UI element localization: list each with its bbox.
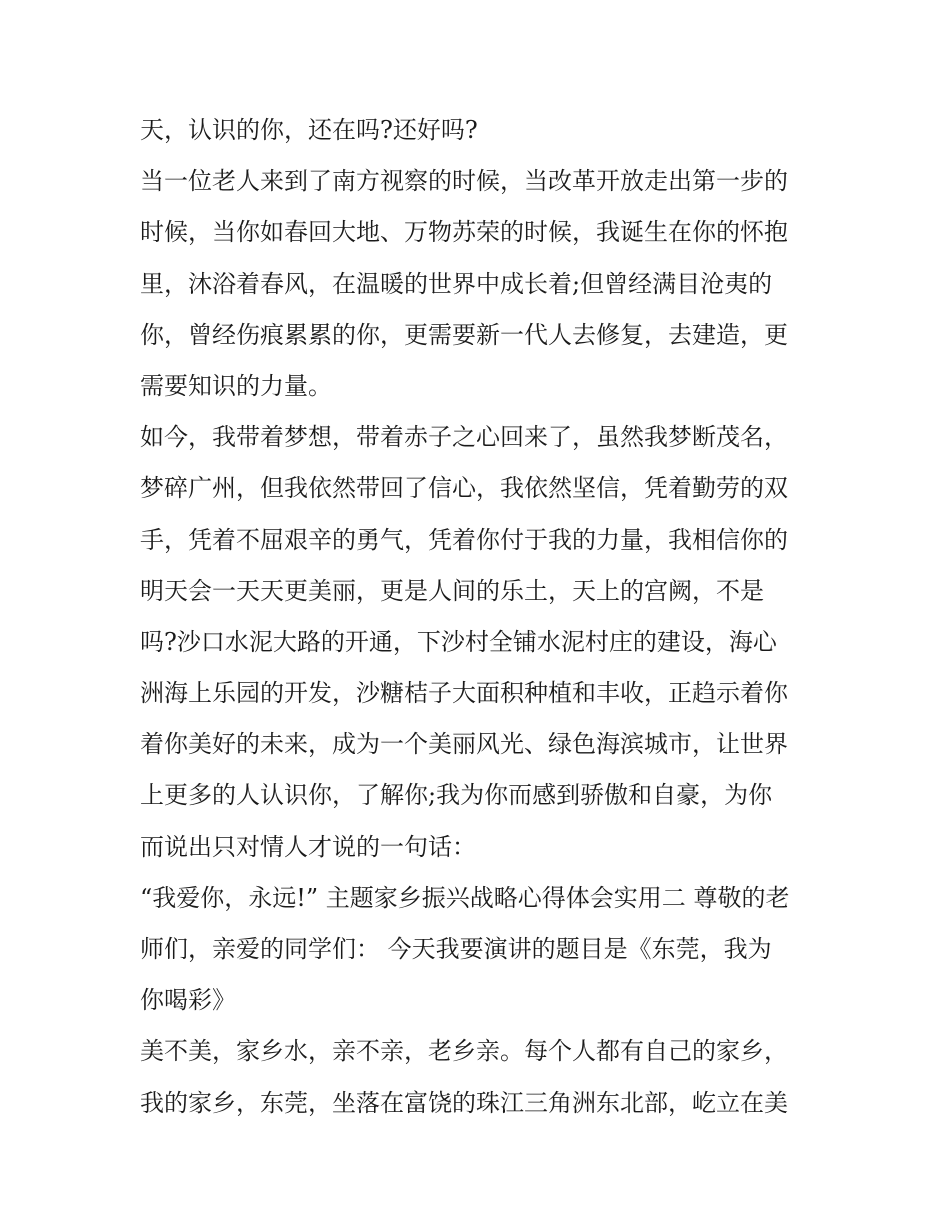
text-line: 而说出只对情人才说的一句话： — [140, 832, 476, 861]
text-line: 当一位老人来到了南方视察的时候，当改革开放走出第一步的 — [140, 167, 788, 196]
text-line: 你，曾经伤痕累累的你，更需要新一代人去修复，去建造，更 — [140, 320, 788, 349]
text-line: 天，认识的你，还在吗?还好吗? — [140, 116, 478, 144]
text-line: 明天会一天天更美丽，更是人间的乐土，天上的宫阙，不是 — [140, 576, 764, 605]
text-line: 吗?沙口水泥大路的开通，下沙村全铺水泥村庄的建设，海心 — [140, 627, 777, 656]
text-line: 上更多的人认识你，了解你;我为你而感到骄傲和自豪，为你 — [140, 781, 773, 810]
text-line: 梦碎广州，但我依然带回了信心，我依然坚信，凭着勤劳的双 — [140, 474, 788, 503]
text-line: 手，凭着不屈艰辛的勇气，凭着你付于我的力量，我相信你的 — [140, 525, 788, 554]
text-line: 美不美，家乡水，亲不亲，老乡亲。每个人都有自己的家乡， — [140, 1037, 788, 1066]
text-line: “我爱你，永远!” 主题家乡振兴战略心得体会实用二 尊敬的老 — [140, 883, 790, 912]
text-line: 如今，我带着梦想，带着赤子之心回来了，虽然我梦断茂名， — [140, 423, 788, 452]
text-line: 我的家乡，东莞，坐落在富饶的珠江三角洲东北部，屹立在美 — [140, 1088, 788, 1117]
text-line: 师们，亲爱的同学们： 今天我要演讲的题目是《东莞，我为 — [140, 935, 772, 963]
text-line: 需要知识的力量。 — [140, 371, 332, 400]
text-line: 你喝彩》 — [140, 986, 236, 1015]
text-line: 洲海上乐园的开发，沙糖桔子大面积种植和丰收，正趋示着你 — [140, 679, 788, 708]
text-line: 时候，当你如春回大地、万物苏荣的时候，我诞生在你的怀抱 — [140, 218, 788, 247]
body-text — [140, 105, 820, 1129]
text-line: 里，沐浴着春风，在温暖的世界中成长着;但曾经满目沧夷的 — [140, 269, 773, 298]
text-line: 着你美好的未来，成为一个美丽风光、绿色海滨城市，让世界 — [140, 730, 788, 759]
